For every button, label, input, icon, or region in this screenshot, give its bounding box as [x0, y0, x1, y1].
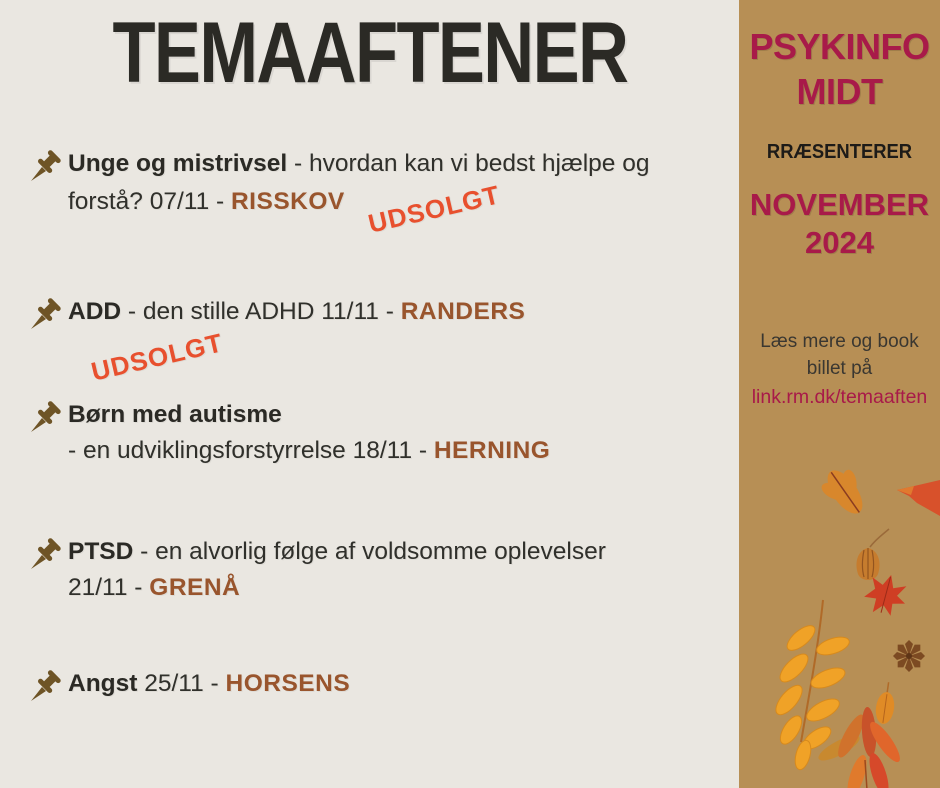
- event-item-boern-med-autisme: [28, 397, 668, 469]
- event-name: Børn med autisme: [68, 401, 282, 428]
- event-text: [68, 397, 668, 469]
- pushpin-icon: [28, 399, 68, 440]
- month-line1: NOVEMBER: [749, 187, 930, 222]
- event-desc: - den stille ADHD 11/11 -: [121, 298, 401, 325]
- event-item-unge-og-mistrivsel: [28, 146, 668, 239]
- cta-line1: Læs mere og book: [760, 331, 919, 352]
- presents-label: RRÆSENTERER: [766, 141, 913, 163]
- event-name: ADD: [68, 298, 122, 325]
- event-name: Unge og mistrivsel: [68, 150, 288, 177]
- event-city: GRENÅ: [149, 574, 241, 601]
- header: [0, 6, 739, 100]
- booking-link[interactable]: link.rm.dk/temaaften: [751, 386, 928, 408]
- physalis-icon: [856, 529, 889, 580]
- creeper-leaf-icon: [815, 707, 904, 788]
- cta-line2: billet på: [806, 358, 873, 379]
- red-leaf-fragment-icon: [897, 480, 940, 516]
- event-item-add: [28, 294, 668, 387]
- pushpin-icon: [28, 668, 68, 709]
- event-name: PTSD: [68, 538, 134, 565]
- pushpin-icon: [28, 536, 68, 577]
- brand-name: [739, 24, 940, 114]
- event-text: [68, 146, 668, 239]
- pushpin-icon: [28, 296, 68, 337]
- star-anise-icon: [893, 640, 925, 672]
- event-item-angst: [28, 666, 668, 709]
- event-desc: - en udviklingsforstyrrelse 18/11 -: [68, 437, 434, 464]
- event-desc: - en alvorlig følge af voldsomme oplevelser 21/11 -: [68, 538, 606, 601]
- brand-line1: PSYKINFO: [749, 26, 930, 67]
- event-text: [68, 666, 668, 702]
- event-desc: - hvordan kan vi bedst hjælpe og forstå? 07/11 -: [68, 150, 650, 215]
- page-title: TEMAAFTENER: [112, 5, 627, 101]
- orange-leaf-icon: [874, 681, 898, 725]
- event-text: [68, 294, 668, 387]
- month-label: [739, 186, 940, 262]
- oak-leaf-icon: [813, 459, 877, 524]
- event-name: Angst: [68, 670, 138, 697]
- sold-out-stamp: UDSOLGT: [88, 327, 226, 387]
- cta-text: [739, 328, 940, 411]
- sidebar: [739, 0, 940, 788]
- event-desc: 25/11 -: [137, 670, 226, 697]
- month-line2: 2024: [805, 225, 874, 260]
- autumn-decorations: [739, 440, 940, 788]
- event-city: HERNING: [433, 437, 551, 464]
- sold-out-stamp: UDSOLGT: [365, 179, 503, 239]
- event-city: HORSENS: [225, 670, 351, 697]
- event-text: [68, 534, 668, 606]
- pushpin-icon: [28, 148, 68, 189]
- event-city: RISSKOV: [230, 188, 345, 215]
- brand-line2: MIDT: [796, 71, 883, 112]
- event-item-ptsd: [28, 534, 668, 606]
- event-city: RANDERS: [400, 298, 526, 325]
